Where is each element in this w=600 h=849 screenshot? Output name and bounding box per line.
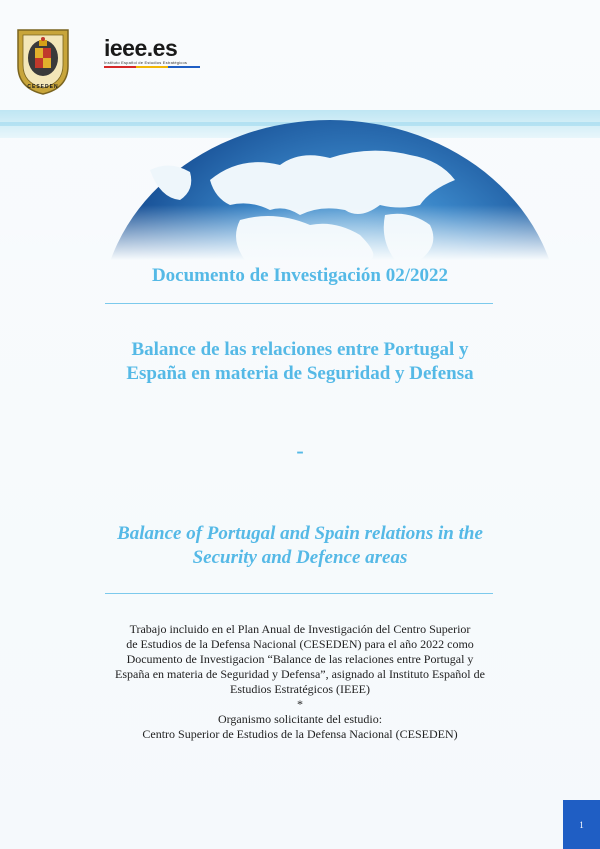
body-line: Documento de Investigacion “Balance de las relaciones entre Portugal y bbox=[126, 652, 474, 666]
ieee-logo bbox=[104, 35, 200, 68]
body-line: Organismo solicitante del estudio: bbox=[217, 712, 383, 726]
spanish-title-line: España en materia de Seguridad y Defensa bbox=[126, 363, 474, 384]
spanish-title-line: Balance de las relaciones entre Portugal y bbox=[131, 339, 469, 360]
body-text bbox=[0, 622, 600, 742]
ceseden-logo-label: CESEDEN bbox=[27, 84, 59, 90]
ieee-logo-subtitle: Instituto Español de Estudios Estratégicos bbox=[104, 60, 188, 65]
body-line: Centro Superior de Estudios de la Defensa Nacional (CESEDEN) bbox=[142, 727, 458, 741]
page-number: 1 bbox=[563, 800, 600, 849]
divider-line bbox=[105, 303, 493, 304]
body-line: * bbox=[297, 697, 303, 711]
document-number-title: Documento de Investigación 02/2022 bbox=[151, 265, 449, 286]
ieee-logo-text: ieee.es bbox=[104, 35, 178, 61]
spanish-title bbox=[0, 338, 600, 386]
ieee-color-bar bbox=[104, 66, 200, 68]
divider-line bbox=[105, 593, 493, 594]
body-line: Trabajo incluido en el Plan Anual de Investigación del Centro Superior bbox=[129, 622, 471, 636]
body-line: España en materia de Seguridad y Defensa”, asignado al Instituto Español de bbox=[115, 667, 485, 681]
body-line: Estudios Estratégicos (IEEE) bbox=[230, 682, 370, 696]
english-title-line: Balance of Portugal and Spain relations in the bbox=[117, 523, 483, 544]
english-title bbox=[0, 522, 600, 570]
globe-banner-image bbox=[0, 110, 600, 260]
english-title-line: Security and Defence areas bbox=[192, 547, 408, 568]
body-line: de Estudios de la Defensa Nacional (CESEDEN) para el año 2022 como bbox=[126, 637, 474, 651]
title-separator: - bbox=[296, 438, 304, 463]
